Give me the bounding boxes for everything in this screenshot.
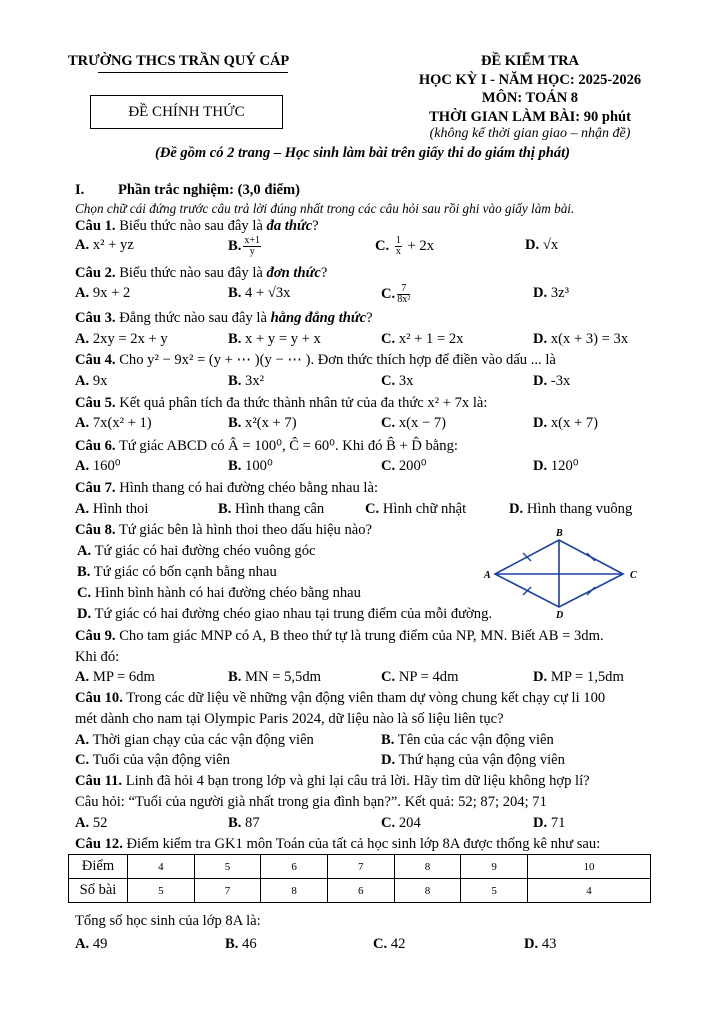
option-11d: D. 71 (533, 815, 566, 831)
option-10c: C. Tuổi của vận động viên (75, 752, 230, 768)
tick-ab (523, 553, 531, 561)
table-row (69, 879, 651, 903)
table-cell: 8 (261, 879, 328, 903)
table-cell: 8 (394, 855, 461, 879)
option-9d: D. MP = 1,5dm (533, 669, 624, 685)
option-6d: D. 120⁰ (533, 458, 579, 474)
table-cell: 10 (527, 855, 650, 879)
option-2d: D. 3z³ (533, 285, 570, 301)
option-3a: A. 2xy = 2x + y (75, 331, 168, 347)
option-7a: A. Hình thoi (75, 501, 149, 517)
duration-note: (không kể thời gian giao – nhận đề) (429, 126, 631, 141)
option-1c: C. $\frac{1}{x}$ + 2x (375, 235, 434, 257)
option-5b: B. x²(x + 7) (228, 415, 297, 431)
question-12: Câu 12. Điểm kiểm tra GK1 môn Toán của tất cả học sinh lớp 8A được thống kê như sau: (75, 836, 601, 852)
question-3: Câu 3. Đẳng thức nào sau đây là hằng đẳng thức? (75, 310, 373, 326)
option-9a: A. MP = 6dm (75, 669, 155, 685)
score-table (68, 854, 651, 903)
option-12d: D. 43 (524, 936, 557, 952)
table-cell: 5 (128, 879, 195, 903)
row-label: Điểm (69, 855, 128, 879)
option-3b: B. x + y = y + x (228, 331, 321, 347)
option-7b: B. Hình thang cân (218, 501, 325, 517)
option-8b: B. Tứ giác có bốn cạnh bằng nhau (77, 564, 277, 580)
option-4c: C. 3x (381, 373, 414, 389)
option-6a: A. 160⁰ (75, 458, 121, 474)
pages-note: (Đề gồm có 2 trang – Học sinh làm bài trên giấy thi do giám thị phát) (155, 145, 570, 161)
option-3c: C. x² + 1 = 2x (381, 331, 464, 347)
question-7: Câu 7. Hình thang có hai đường chéo bằng nhau là: (75, 480, 378, 496)
question-5: Câu 5. Kết quả phân tích đa thức thành nhân tử của đa thức x² + 7x là: (75, 395, 488, 411)
option-2b: B. 4 + √3x (228, 285, 291, 301)
question-label: Câu 1. (75, 218, 116, 234)
option-4b: B. 3x² (228, 373, 265, 389)
question-6: Câu 6. Tứ giác ABCD có Â = 100⁰, Ĉ = 60⁰. Khi đó B̂ + D̂ bằng: (75, 438, 458, 454)
option-9b: B. MN = 5,5dm (228, 669, 321, 685)
option-1a: A. x² + yz (75, 237, 134, 253)
question-10-cont: mét dành cho nam tại Olympic Paris 2024, dữ liệu nào là số liệu liên tục? (75, 711, 504, 727)
option-5c: C. x(x − 7) (381, 415, 446, 431)
row-label: Số bài (69, 879, 128, 903)
table-cell: 7 (194, 879, 261, 903)
tick-cd (587, 587, 595, 595)
question-9: Câu 9. Cho tam giác MNP có A, B theo thứ tự là trung điểm của NP, MN. Biết AB = 3dm. (75, 628, 604, 644)
tick-bc (587, 553, 595, 561)
option-6c: C. 200⁰ (381, 458, 427, 474)
section-instruction: Chọn chữ cái đứng trước câu trả lời đúng nhất trong các câu hỏi sau rồi ghi vào giấy làm bài. (75, 201, 575, 216)
option-4d: D. -3x (533, 373, 571, 389)
table-cell: 5 (461, 879, 528, 903)
option-5d: D. x(x + 7) (533, 415, 598, 431)
vertex-b-label: B (556, 528, 563, 539)
option-4a: A. 9x (75, 373, 108, 389)
option-1d: D. √x (525, 237, 559, 253)
question-12-followup: Tổng số học sinh của lớp 8A là: (75, 913, 261, 929)
section-title: Phần trắc nghiệm: (3,0 điểm) (118, 182, 300, 198)
option-11b: B. 87 (228, 815, 260, 831)
option-10d: D. Thứ hạng của vận động viên (381, 752, 565, 768)
table-cell: 8 (394, 879, 461, 903)
exam-term: HỌC KỲ I - NĂM HỌC: 2025-2026 (418, 72, 642, 88)
section-number: I. (75, 182, 85, 198)
table-cell: 7 (327, 855, 394, 879)
table-cell: 5 (194, 855, 261, 879)
table-cell: 6 (261, 855, 328, 879)
option-5a: A. 7x(x² + 1) (75, 415, 152, 431)
option-11c: C. 204 (381, 815, 421, 831)
table-row (69, 855, 651, 879)
table-cell: 9 (461, 855, 528, 879)
question-10: Câu 10. Trong các dữ liệu về những vận động viên tham dự vòng chung kết chạy cự li 100 (75, 690, 606, 706)
question-8: Câu 8. Tứ giác bên là hình thoi theo dấu hiệu nào? (75, 522, 373, 538)
vertex-a-label: A (484, 570, 491, 581)
option-2c: C. $\frac{7}{\text{8x²}}$ (381, 283, 411, 305)
question-4: Câu 4. Cho y² − 9x² = (y + ⋯ )(y − ⋯ ). Đơn thức thích hợp để điền vào dấu ... là (75, 352, 556, 368)
option-9c: C. NP = 4dm (381, 669, 459, 685)
option-8c: C. Hình bình hành có hai đường chéo bằng nhau (77, 585, 361, 601)
exam-subject: MÔN: TOÁN 8 (481, 90, 579, 106)
vertex-d-label: D (556, 610, 564, 620)
option-10b: B. Tên của các vận động viên (381, 732, 554, 748)
option-2a: A. 9x + 2 (75, 285, 131, 301)
question-11-cont: Câu hỏi: “Tuổi của người già nhất trong gia đình bạn?”. Kết quả: 52; 87; 204; 71 (75, 794, 547, 810)
exam-title: ĐỀ KIỂM TRA (480, 53, 580, 69)
question-emphasis: đa thức (266, 218, 313, 234)
option-3d: D. x(x + 3) = 3x (533, 331, 629, 347)
exam-duration: THỜI GIAN LÀM BÀI: 90 phút (429, 109, 631, 125)
table-cell: 6 (327, 879, 394, 903)
vertex-c-label: C (630, 570, 637, 581)
table-cell: 4 (527, 879, 650, 903)
official-label: ĐỀ CHÍNH THỨC (90, 95, 283, 129)
option-1b: B. $\frac{x+1}{y}$ (228, 235, 261, 257)
question-11: Câu 11. Linh đã hỏi 4 bạn trong lớp và ghi lại câu trả lời. Hãy tìm dữ liệu không hợp lí? (75, 773, 590, 789)
option-12b: B. 46 (225, 936, 257, 952)
option-12a: A. 49 (75, 936, 108, 952)
question-9-cont: Khi đó: (75, 649, 120, 665)
question-1: Câu 1. Biểu thức nào sau đây là đa thức? (75, 218, 319, 234)
rhombus-figure (480, 525, 645, 620)
option-12c: C. 42 (373, 936, 406, 952)
table-cell: 4 (128, 855, 195, 879)
school-underline (98, 72, 288, 73)
option-11a: A. 52 (75, 815, 108, 831)
option-8d: D. Tứ giác có hai đường chéo giao nhau tại trung điểm của mỗi đường. (77, 606, 493, 622)
option-7d: D. Hình thang vuông (509, 501, 633, 517)
option-6b: B. 100⁰ (228, 458, 273, 474)
option-7c: C. Hình chữ nhật (365, 501, 467, 517)
option-10a: A. Thời gian chạy của các vận động viên (75, 732, 314, 748)
school-name: TRƯỜNG THCS TRẦN QUÝ CÁP (68, 53, 290, 69)
question-2: Câu 2. Biểu thức nào sau đây là đơn thức? (75, 265, 328, 281)
option-8a: A. Tứ giác có hai đường chéo vuông góc (77, 543, 316, 559)
